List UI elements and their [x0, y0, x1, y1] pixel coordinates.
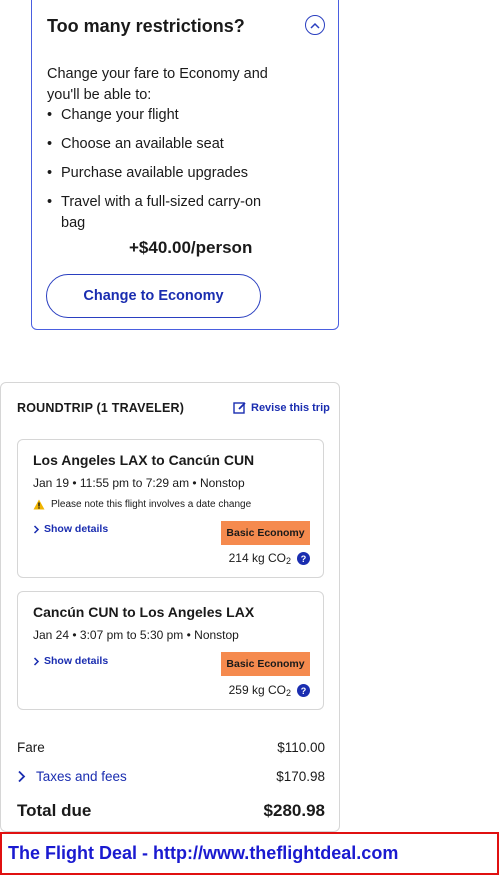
show-details-link[interactable]: [33, 655, 108, 667]
upgrade-price: +$40.00/person: [129, 238, 253, 257]
watermark-banner: [0, 832, 499, 875]
benefit-item: • Change your flight: [47, 105, 287, 126]
show-details-label: Show details: [44, 523, 109, 535]
flight-route: Los Angeles LAX to Cancún CUN: [33, 452, 255, 468]
trip-summary-card: [0, 382, 340, 832]
fare-class-badge: Basic Economy: [221, 652, 310, 676]
upsell-card: [31, 0, 339, 330]
benefit-item: • Travel with a full-sized carry-on bag: [47, 192, 287, 234]
flight-schedule: Jan 19 • 11:55 pm to 7:29 am • Nonstop: [33, 476, 245, 490]
help-icon[interactable]: ?: [297, 552, 310, 565]
flight-card-outbound: [17, 439, 324, 578]
fare-label: Fare: [17, 740, 45, 755]
benefit-item: • Purchase available upgrades: [47, 163, 287, 184]
co2-emissions: [229, 551, 310, 566]
revise-trip-label: Revise this trip: [251, 402, 330, 414]
chevron-right-icon: [17, 770, 26, 783]
benefit-item: • Choose an available seat: [47, 134, 287, 155]
chevron-right-icon: [33, 657, 40, 666]
show-details-link[interactable]: [33, 523, 108, 535]
date-change-text: Please note this flight involves a date change: [51, 499, 252, 510]
taxes-row: [17, 769, 325, 784]
co2-value: 259 kg $CO_2$: [228, 683, 291, 698]
total-label: Total due: [17, 801, 92, 820]
fare-value: $110.00: [277, 740, 325, 755]
total-row: [17, 801, 325, 821]
upsell-title: Too many restrictions?: [47, 16, 245, 36]
upsell-intro: Change your fare to Economy and you'll be able to:: [47, 66, 268, 103]
chevron-up-icon[interactable]: [305, 15, 325, 35]
watermark-text: The Flight Deal - http://www.theflightdeal.com: [8, 843, 399, 863]
change-to-economy-button[interactable]: Change to Economy: [46, 274, 261, 318]
revise-trip-link[interactable]: [233, 401, 330, 415]
co2-emissions: [229, 683, 310, 698]
benefit-list: [47, 105, 287, 242]
taxes-label: Taxes and fees: [36, 769, 127, 784]
taxes-value: $170.98: [276, 769, 325, 784]
trip-header: ROUNDTRIP (1 TRAVELER): [17, 401, 185, 415]
co2-value: 214 kg $CO_2$: [228, 551, 291, 566]
show-details-label: Show details: [44, 655, 109, 667]
date-change-note: [33, 499, 251, 510]
fare-class-badge: Basic Economy: [221, 521, 310, 545]
help-icon[interactable]: ?: [297, 684, 310, 697]
flight-route: Cancún CUN to Los Angeles LAX: [33, 604, 255, 620]
chevron-right-icon: [33, 525, 40, 534]
flight-card-return: [17, 591, 324, 710]
fare-row: [17, 740, 325, 755]
taxes-toggle[interactable]: [17, 769, 127, 784]
warning-icon: [33, 499, 45, 510]
total-value: $280.98: [263, 801, 325, 820]
flight-schedule: Jan 24 • 3:07 pm to 5:30 pm • Nonstop: [33, 628, 239, 642]
edit-icon: [233, 401, 247, 415]
